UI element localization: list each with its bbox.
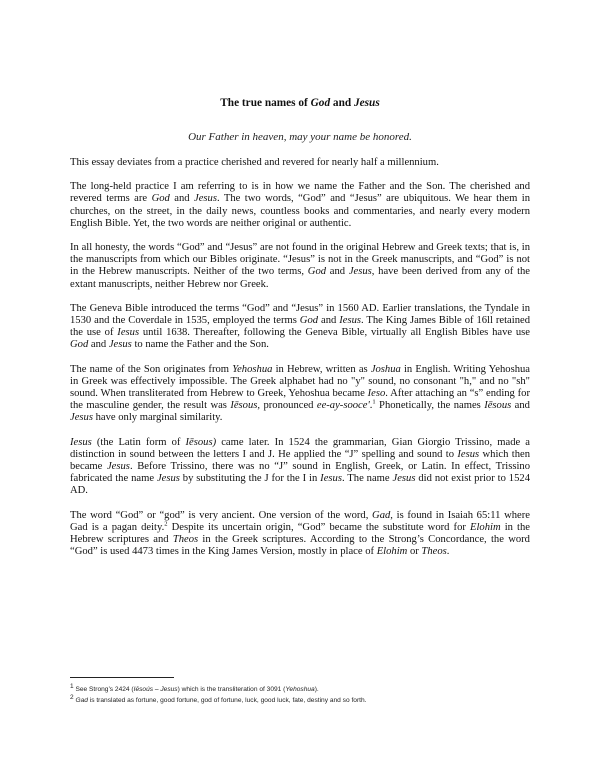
term-theos: Theos — [172, 534, 199, 546]
footnotes — [70, 677, 530, 706]
text-run: . Before Trissino, there was no “J” sound in English, Greek, or Latin. In effect, Trissino fabricated the name — [70, 461, 530, 485]
term-pronunciation: ee-ay-sooce' — [316, 400, 370, 412]
text-run: came later. In 1524 the grammarian, Gian Giorgio Trissino, made a distinction in sound between the letters I and J. He applied the “J” spelling and sound to — [70, 436, 530, 460]
title-jesus: Jesus — [353, 97, 380, 109]
text-run: . — [446, 546, 450, 558]
text-run: and — [169, 193, 194, 205]
text-run: In all honesty, the words “God” and “Jesus” are not found in the original Hebrew and Greek texts; that is, in the manuscripts from which our Bibles originate. “Jesus” is not in the Greek manuscripts, and “God” is not in the Hebrew manuscripts. Neither of the two terms, — [70, 242, 530, 278]
text-run: . — [369, 400, 373, 412]
epigraph: Our Father in heaven, may your name be honored. — [188, 131, 412, 143]
term-jesus: Jesus — [194, 193, 217, 205]
text-run: which then became — [70, 448, 530, 473]
footnote-2 — [70, 695, 530, 706]
term-iesous: Iēsous) — [185, 436, 217, 448]
text-run: Despite its uncertain origin, “God” became the substitute word for — [167, 521, 470, 533]
text-run: . The name — [341, 473, 393, 485]
paragraph-6 — [70, 437, 530, 498]
text-run: in Hebrew, written as — [272, 363, 371, 375]
term-god: God — [151, 193, 170, 205]
term-gad: Gad — [372, 509, 391, 521]
text-run: . The King James Bible of 16ll retained the use of — [70, 315, 531, 339]
text-run: The word “God” or “god” is very ancient. One version of the word, — [70, 509, 373, 521]
paragraph-7 — [70, 510, 530, 559]
text-run: and — [326, 266, 349, 278]
text-run: did not exist prior to 1524 AD. — [70, 473, 530, 497]
term-jesus: Jesus — [348, 266, 372, 278]
text-run: and — [318, 315, 340, 327]
text-run: is translated as fortune, good fortune, god of fortune, luck, good luck, fate, destiny and so forth. — [87, 697, 367, 704]
text-run: or — [407, 546, 422, 558]
term-jesus: Jesus — [156, 473, 180, 485]
title-and: and — [330, 97, 354, 109]
text-run: , is found in Isaiah 65:11 where Gad is a pagan deity. — [70, 509, 530, 533]
term-elohim: Elohim — [470, 521, 501, 533]
term-theos: Theos — [421, 546, 447, 558]
title-god: God — [310, 97, 331, 109]
term-iesous: Iēsous — [484, 400, 512, 412]
text-run: and — [511, 400, 530, 412]
text-run: in the Greek scriptures. According to the Strong’s Concordance, the word “God” is used 4473 times in the King James Version, mostly in place of — [70, 534, 530, 558]
term-iesus: Iesus — [339, 315, 362, 327]
footnote-number: 1 — [70, 682, 74, 690]
text-run-italic: Gad — [73, 697, 88, 704]
term-yehoshua: Yehoshua — [232, 363, 273, 375]
text-run-italic: Iēsoús – Jesus — [133, 686, 178, 693]
text-run: Phonetically, the names — [375, 400, 485, 412]
paragraph-1: This essay deviates from a practice cherished and revered for nearly half a millennium. — [70, 157, 439, 168]
paragraph-2 — [70, 181, 530, 230]
title-text: The true names of — [220, 97, 311, 109]
text-run: The name of the Son originates from — [70, 363, 233, 375]
text-run: ) which is the transliteration of 3091 ( — [177, 686, 286, 693]
text-run: See Strong’s 2424 ( — [73, 686, 134, 693]
text-run: have only marginal similarity. — [92, 412, 223, 424]
term-jesus: Jesus — [108, 339, 132, 351]
text-run: (the Latin form of — [91, 436, 186, 448]
footnote-ref-2[interactable]: 2 — [164, 520, 168, 528]
text-run: ). — [314, 686, 319, 693]
paragraph-4 — [70, 303, 530, 352]
text-run: The long-held practice I am referring to is in how we name the Father and the Son. The cherished and revered terms are — [70, 181, 530, 205]
paragraph-5 — [70, 364, 530, 425]
term-jesus: Jesus — [392, 473, 416, 485]
term-god: God — [70, 339, 89, 351]
term-jesus: Jesus — [70, 412, 93, 424]
text-run: , have been derived from any of the extant manuscripts, neither Hebrew nor Greek. — [70, 266, 531, 290]
document-title — [70, 97, 530, 109]
term-jesus: Jesus — [106, 461, 130, 473]
text-run: The Geneva Bible introduced the terms “God” and “Jesus” in 1560 AD. Earlier translations, the Tyndale in 1530 and the Coverdale in 1535, employed the terms — [70, 302, 530, 327]
term-joshua: Joshua — [370, 363, 401, 375]
term-iesus: Iesus — [457, 448, 480, 460]
text-run: . The two words, “God” and “Jesus” are ubiquitous. We hear them in churches, on the street, in the daily news, countless books and commentaries, and nearly every modern English Bible. Yet, the two words are neither original or authentic. — [70, 193, 530, 229]
paragraph-3 — [70, 242, 530, 291]
text-run: in English. Writing Yehoshua in Greek was effectively impossible. The Greek alphabet had no "y" sound, no consonant "h," and no "sh" sound. When transliterated from Hebrew to Greek, Yehoshua became — [70, 363, 530, 400]
text-run: . After attaching an “s” ending for the masculine gender, the result was — [70, 388, 531, 412]
term-elohim: Elohim — [376, 546, 408, 558]
footnote-number: 2 — [70, 693, 74, 701]
text-run: pronounced — [260, 400, 317, 412]
term-iesus: Iesus — [320, 473, 342, 485]
term-iesus: Iesus — [70, 436, 92, 448]
footnote-ref-1[interactable]: 1 — [372, 398, 376, 406]
footnote-divider — [70, 677, 174, 678]
term-iesus: Iesus — [117, 327, 140, 339]
term-ieso: Ieso — [367, 388, 386, 400]
text-run: to name the Father and the Son. — [131, 339, 269, 351]
text-run-italic: Yehoshua — [285, 686, 315, 693]
term-god: God — [307, 266, 327, 278]
text-run: by substituting the J for the I in — [179, 473, 321, 485]
text-run: until 1638. Thereafter, following the Geneva Bible, virtually all English Bibles have use — [139, 327, 530, 339]
text-run: and — [88, 339, 109, 351]
footnote-1 — [70, 684, 530, 695]
text-run: in the Hebrew scriptures and — [70, 521, 530, 546]
term-god: God — [299, 315, 319, 327]
document-body — [70, 97, 530, 570]
term-iesous: Iēsous, — [230, 400, 261, 412]
